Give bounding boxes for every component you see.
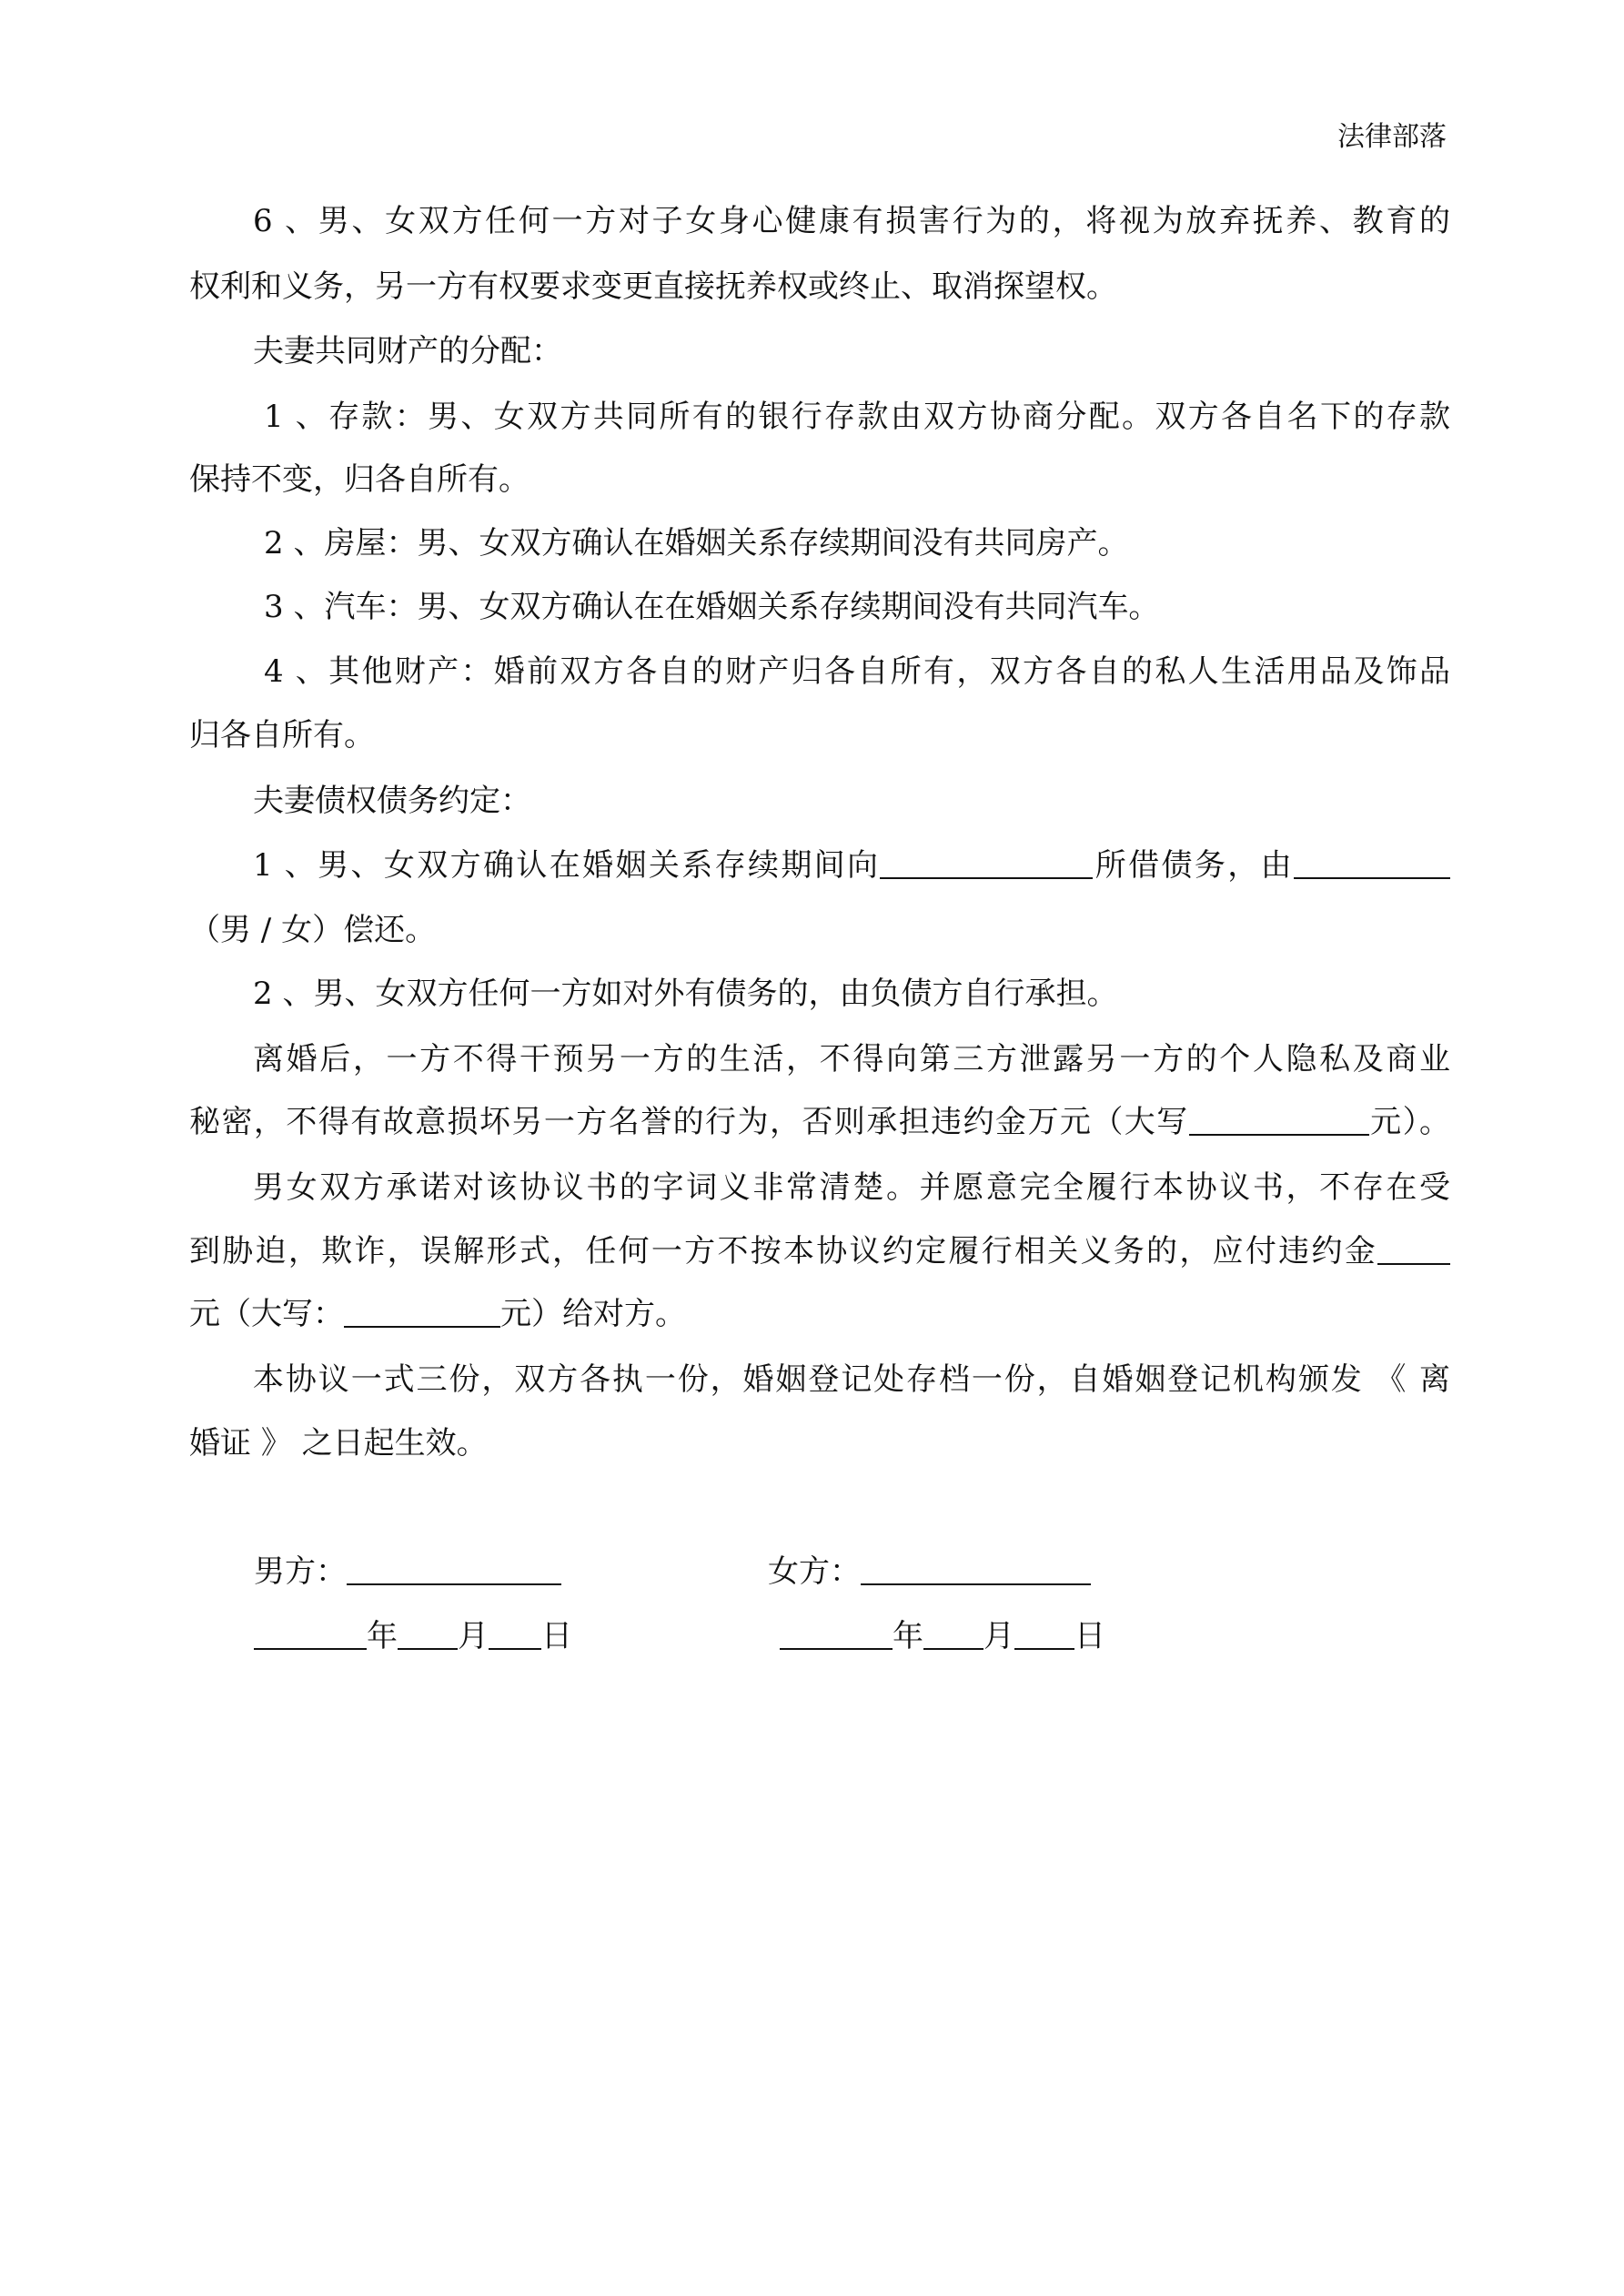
debt-text-a: 1 、男、女双方确认在婚姻关系存续期间向 (253, 847, 881, 884)
clause-6-line2: 权利和义务，另一方有权要求变更直接抚养权或终止、取消探望权。 (189, 268, 1117, 305)
promise-text: 到胁迫，欺诈，误解形式，任何一方不按本协议约定履行相关义务的，应付违约金 (189, 1233, 1377, 1269)
month-label: 月 (458, 1618, 489, 1654)
copies-line2: 婚证 》 之日起生效。 (189, 1425, 488, 1462)
male-signature (254, 1551, 561, 1593)
debt-text-b: 所借债务，由 (1093, 847, 1294, 884)
penalty-amount-words-blank[interactable] (1189, 1103, 1369, 1136)
female-signature (768, 1551, 1091, 1593)
year-label: 年 (367, 1618, 398, 1654)
year-blank[interactable] (254, 1617, 367, 1650)
property-heading: 夫妻共同财产的分配： (253, 333, 562, 369)
car-clause: 3 、汽车：男、女双方确认在在婚姻关系存续期间没有共同汽车。 (264, 589, 1160, 625)
privacy-line1: 离婚后，一方不得干预另一方的生活，不得向第三方泄露另一方的个人隐私及商业 (253, 1041, 1450, 1077)
other-property-line2: 归各自所有。 (189, 717, 375, 754)
clause-6-line1: 6 、男、女双方任何一方对子女身心健康有损害行为的，将视为放弃抚养、教育的 (253, 203, 1450, 239)
promise-text-a: 元（大写： (189, 1296, 344, 1332)
deposit-line2: 保持不变，归各自所有。 (189, 461, 530, 498)
penalty-amount-blank[interactable] (1377, 1232, 1450, 1265)
female-signature-blank[interactable] (861, 1553, 1091, 1585)
privacy-line2 (189, 1101, 1450, 1143)
male-label: 男方： (254, 1553, 347, 1590)
month-label: 月 (983, 1618, 1014, 1654)
header-brand: 法律部落 (1337, 121, 1447, 153)
copies-line1: 本协议一式三份，双方各执一份，婚姻登记处存档一份，自婚姻登记机构颁发 《 离 (253, 1361, 1450, 1398)
promise-text-b: 元）给对方。 (500, 1296, 686, 1332)
female-date (780, 1615, 1105, 1657)
female-label: 女方： (768, 1553, 861, 1590)
year-label: 年 (893, 1618, 923, 1654)
day-blank[interactable] (489, 1617, 541, 1650)
debt-clause-1-line2: （男 / 女）偿还。 (189, 912, 437, 948)
creditor-blank[interactable] (880, 846, 1093, 879)
year-blank[interactable] (780, 1617, 893, 1650)
day-blank[interactable] (1014, 1617, 1074, 1650)
promise-line2 (189, 1230, 1450, 1272)
promise-line3 (189, 1293, 1450, 1335)
debt-clause-1-line1 (253, 845, 1450, 886)
privacy-text: 秘密，不得有故意损坏另一方名誉的行为，否则承担违约金万元（大写 (189, 1104, 1189, 1140)
privacy-text-end: 元）。 (1368, 1104, 1451, 1140)
day-label: 日 (541, 1618, 572, 1654)
promise-line1: 男女双方承诺对该协议书的字词义非常清楚。并愿意完全履行本协议书，不存在受 (253, 1169, 1450, 1206)
penalty-words-blank[interactable] (344, 1295, 500, 1328)
male-date (254, 1615, 572, 1657)
month-blank[interactable] (923, 1617, 983, 1650)
debt-heading: 夫妻债权债务约定： (253, 783, 531, 819)
deposit-line1: 1 、存款：男、女双方共同所有的银行存款由双方协商分配。双方各自名下的存款 (264, 399, 1450, 435)
debt-clause-2: 2 、男、女双方任何一方如对外有债务的，由负债方自行承担。 (253, 976, 1118, 1012)
other-property-line1: 4 、其他财产：婚前双方各自的财产归各自所有，双方各自的私人生活用品及饰品 (264, 653, 1450, 690)
day-label: 日 (1074, 1618, 1105, 1654)
payer-blank[interactable] (1294, 846, 1450, 879)
male-signature-blank[interactable] (347, 1553, 561, 1585)
month-blank[interactable] (398, 1617, 458, 1650)
house-clause: 2 、房屋：男、女双方确认在婚姻关系存续期间没有共同房产。 (264, 525, 1129, 561)
